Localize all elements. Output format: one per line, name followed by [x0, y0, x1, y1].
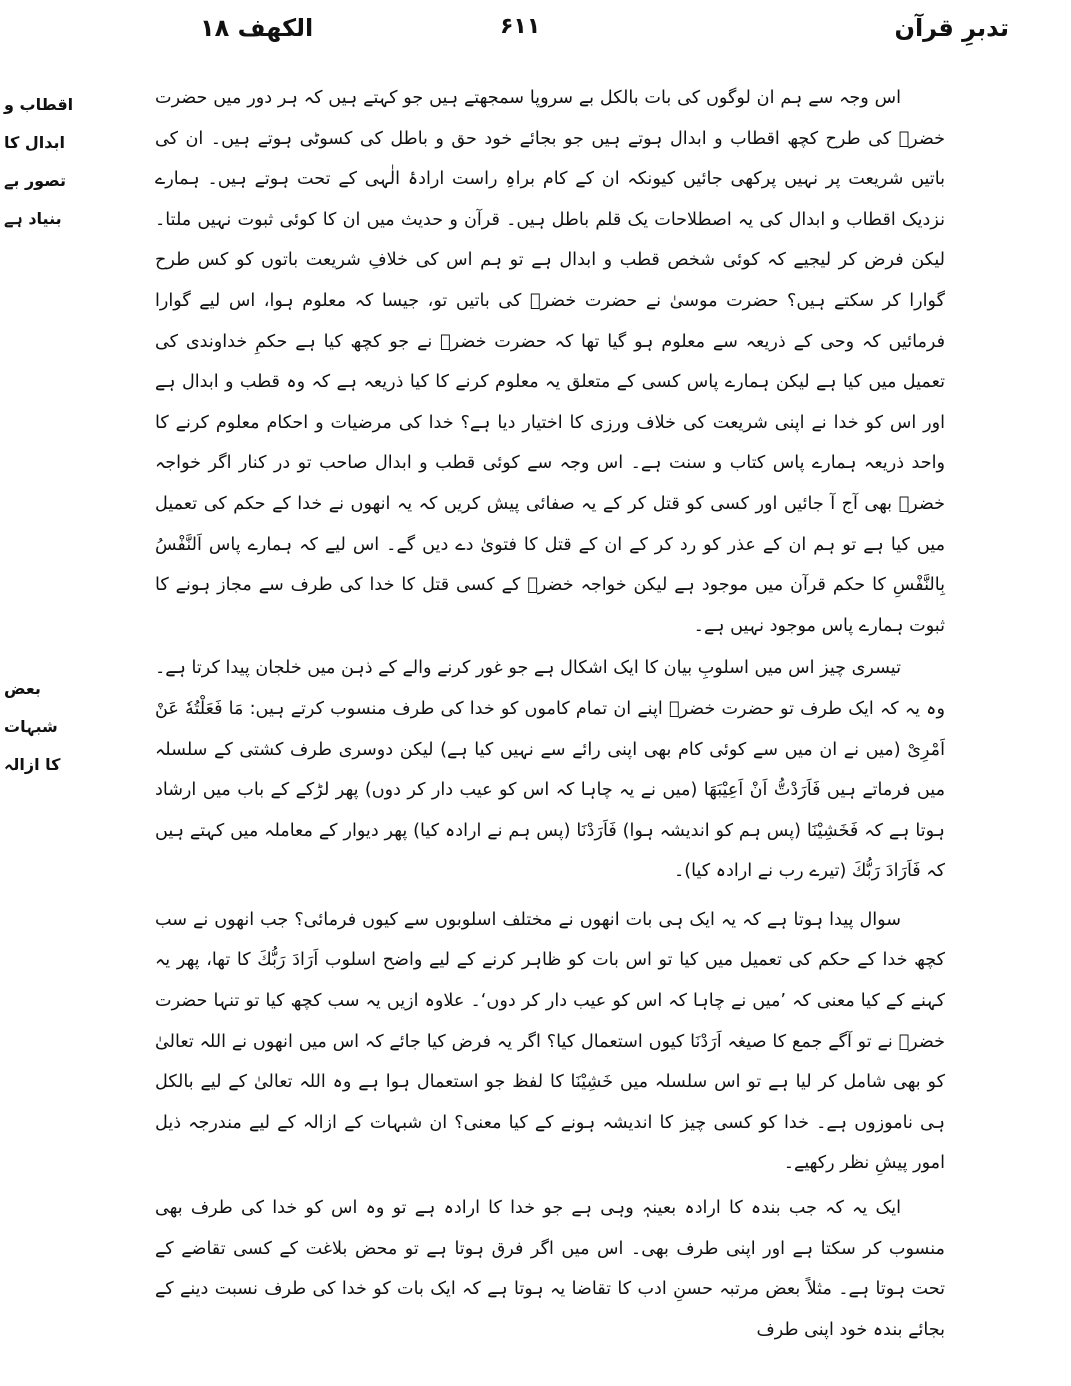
page-number: ۶۱۱	[500, 14, 541, 39]
margin-note-aqtab	[4, 86, 124, 238]
paragraph: تیسری چیز اس میں اسلوبِ بیان کا ایک اشکال ہے جو غور کرنے والے کے ذہن میں خلجان پیدا کرتا ہے۔ وہ یہ کہ ایک طرف تو حضرت خضرؑ اپنے ان تمام کاموں کو خدا کی طرف منسوب کرتے ہیں: مَا فَعَلْتُهٗ عَنْ اَمْرِیْ (میں نے ان میں سے کوئی کام بھی اپنی رائے سے نہیں کیا ہے) لیکن دوسری طرف کشتی کے سلسلہ میں فرماتے ہیں فَاَرَدْتُّ اَنْ اَعِیْبَهَا (میں نے یہ چاہا کہ اس کو عیب دار کر دوں) پھر لڑکے کے باب میں ارشاد ہوتا ہے کہ فَخَشِیْنَا (پس ہم کو اندیشہ ہوا) فَاَرَدْنَا (پس ہم نے ارادہ کیا) پھر دیوار کے معاملہ میں کہتے ہیں کہ فَاَرَادَ رَبُّكَ (تیرے رب نے ارادہ کیا)۔	[155, 658, 945, 882]
book-title: تدبرِ قرآن	[894, 14, 1009, 42]
margin-note-line: تصور بے	[4, 171, 66, 190]
margin-note-line: بعض	[4, 679, 41, 698]
body-text	[155, 78, 945, 1378]
margin-note-line: بنیاد ہے	[4, 209, 62, 228]
margin-note-line: شبہات	[4, 717, 58, 736]
surah-reference: الکھف ۱۸	[200, 14, 314, 42]
margin-note-line: اقطاب و	[4, 95, 74, 114]
paragraph: اس وجہ سے ہم ان لوگوں کی بات بالکل بے سروپا سمجھتے ہیں جو کہتے ہیں کہ ہر دور میں حضرت خضرؑ کی طرح کچھ اقطاب و ابدال ہوتے ہیں جو بجائے خود حق و باطل کی کسوٹی ہوتے ہیں۔ ان کی باتیں شریعت پر نہیں پرکھی جائیں کیونکہ ان کے کام براہِ راست ارادۂ الٰہی کے تحت ہوتے ہیں۔ ہمارے نزدیک اقطاب و ابدال کی یہ اصطلاحات یک قلم باطل ہیں۔ قرآن و حدیث میں ان کا کوئی ثبوت نہیں ملتا۔ لیکن فرض کر لیجیے کہ کوئی شخص قطب و ابدال ہے تو ہم اس کی خلافِ شریعت باتوں کو کس طرح گوارا کر سکتے ہیں؟ حضرت موسیٰ نے حضرت خضرؑ کی باتیں تو، جیسا کہ معلوم ہوا، اس لیے گوارا فرمائیں کہ وحی کے ذریعہ سے معلوم ہو گیا تھا کہ حضرت خضرؑ نے جو کچھ کیا ہے حکمِ خداوندی کی تعمیل میں کیا ہے لیکن ہمارے پاس کسی کے متعلق یہ معلوم کرنے کا کیا ذریعہ ہے کہ وہ قطب و ابدال ہے اور اس کو خدا نے اپنی شریعت کی خلاف ورزی کا اختیار دیا ہے؟ خدا کی مرضیات و احکام معلوم کرنے کا واحد ذریعہ ہمارے پاس کتاب و سنت ہے۔ اس وجہ سے کوئی قطب و ابدال صاحب تو در کنار اگر خواجہ خضرؑ بھی آج آ جائیں اور کسی کو قتل کر کے یہ صفائی پیش کریں کہ یہ انھوں نے خدا کے حکم کی تعمیل میں کیا ہے تو ہم ان کے عذر کو رد کر کے ان کے قتل کا فتویٰ دے دیں گے۔ اس لیے کہ ہمارے پاس اَلنَّفْسُ بِالنَّفْسِ کا حکم قرآن میں موجود ہے لیکن خواجہ خضرؑ کے کسی قتل کا خدا کی طرف سے مجاز ہونے کا ثبوت ہمارے پاس موجود نہیں ہے۔	[155, 88, 945, 636]
margin-note-line: ابدال کا	[4, 133, 65, 152]
margin-note-shubuhat	[4, 670, 124, 784]
margin-note-line: کا ازالہ	[4, 755, 61, 774]
paragraph: ایک یہ کہ جب بندہ کا ارادہ بعینہٖ وہی ہے جو خدا کا ارادہ ہے تو وہ اس کو خدا کی طرف بھی منسوب کر سکتا ہے اور اپنی طرف بھی۔ اس میں اگر فرق ہوتا ہے تو محض بلاغت کے کسی تقاضے کے تحت ہوتا ہے۔ مثلاً بعض مرتبہ حسنِ ادب کا تقاضا یہ ہوتا ہے کہ ایک بات کو خدا کی طرف نسبت دینے کے بجائے بندہ خود اپنی طرف	[155, 1198, 945, 1340]
paragraph: سوال پیدا ہوتا ہے کہ یہ ایک ہی بات انھوں نے مختلف اسلوبوں سے کیوں فرمائی؟ جب انھوں نے سب کچھ خدا کے حکم کی تعمیل میں کیا تو اس بات کو ظاہر کرنے کے لیے واضح اسلوب اَرَادَ رَبُّكَ کا تھا، پھر یہ کہنے کے کیا معنی کہ ’میں نے چاہا کہ اس کو عیب دار کر دوں‘۔ علاوہ ازیں یہ سب کچھ کیا تو تنہا حضرت خضرؑ نے تو آگے جمع کا صیغہ اَرَدْنَا کیوں استعمال کیا؟ اگر یہ فرض کیا جائے کہ اس میں انھوں نے اللہ تعالیٰ کو بھی شامل کر لیا ہے تو اس سلسلہ میں خَشِیْنَا کا لفظ جو استعمال ہوا ہے وہ اللہ تعالیٰ کے لیے بالکل ہی ناموزوں ہے۔ خدا کو کسی چیز کا اندیشہ ہونے کے کیا معنی؟ ان شبہات کے ازالہ کے لیے مندرجہ ذیل امور پیشِ نظر رکھیے۔	[155, 909, 945, 1174]
page-header	[0, 10, 1071, 50]
